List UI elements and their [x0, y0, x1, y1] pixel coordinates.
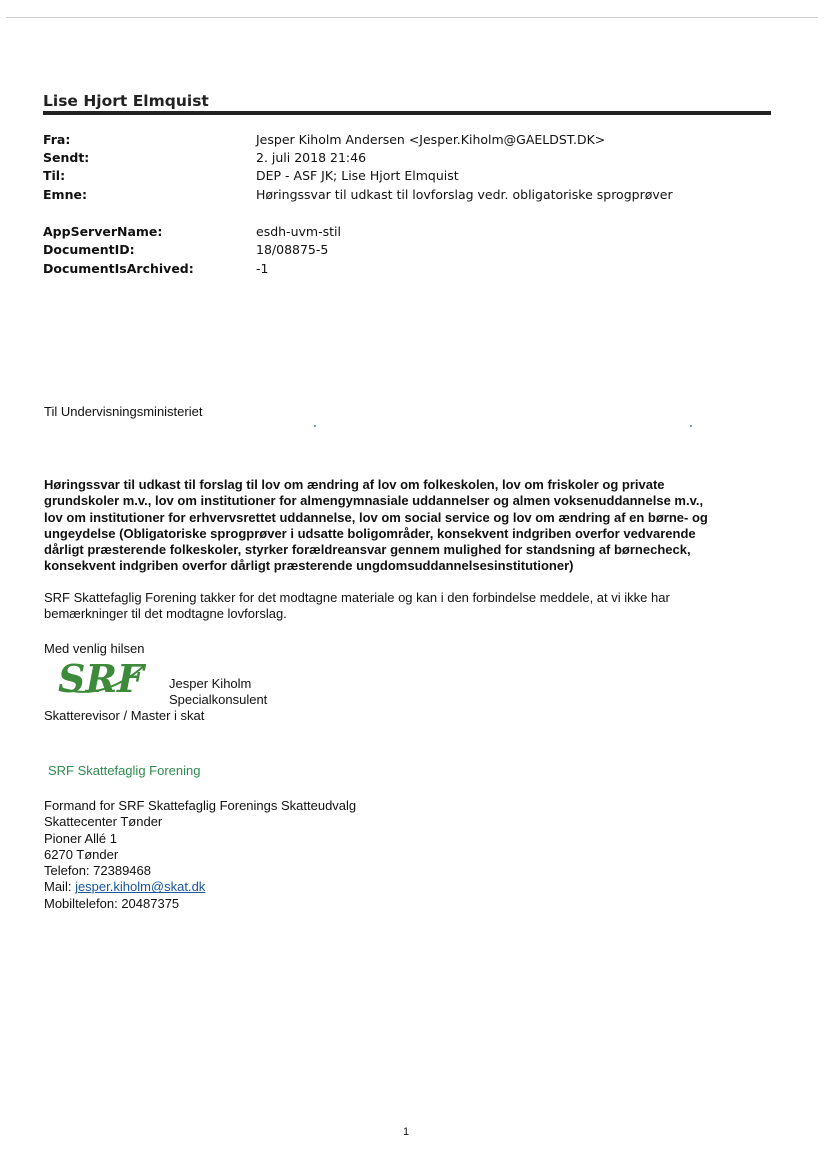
contact-line: Skattecenter Tønder — [44, 814, 163, 830]
subject-line: ungeydelse (Obligatoriske sprogprøver i udsatte boligområder, konsekvent indgriben overfor vedvarende — [44, 525, 696, 541]
sender-title: Lise Hjort Elmquist — [43, 92, 209, 110]
subject-heading — [44, 477, 769, 575]
header-label: Emne: — [43, 187, 87, 202]
contact-line: 6270 Tønder — [44, 846, 119, 862]
subject-line: konsekvent indgriben overfor dårligt præsterende ungdomsuddannelsesinstitutioner) — [44, 558, 574, 574]
recipient-line: Til Undervisningsministeriet — [44, 404, 203, 419]
scan-speck — [314, 425, 316, 427]
meta-value: -1 — [256, 261, 269, 276]
signature-title: Skatterevisor / Master i skat — [44, 708, 205, 723]
scan-speck — [690, 425, 692, 427]
header-label: Fra: — [43, 132, 71, 147]
header-label: Sendt: — [43, 150, 90, 165]
subject-line: dårligt præsterende folkeskoler, styrker forældreansvar gennem mulighed for standsning af børnecheck, — [44, 542, 691, 558]
contact-mobile: Mobiltelefon: 20487375 — [44, 895, 180, 911]
header-value: DEP - ASF JK; Lise Hjort Elmquist — [256, 168, 459, 183]
page-number: 1 — [403, 1126, 410, 1138]
meta-label: DocumentIsArchived: — [43, 261, 194, 276]
header-value: Høringssvar til udkast til lovforslag vedr. obligatoriske sprogprøver — [256, 187, 673, 202]
header-value: 2. juli 2018 21:46 — [256, 150, 367, 165]
top-rule — [6, 17, 818, 18]
srf-logo — [56, 658, 148, 700]
contact-block — [44, 798, 356, 912]
contact-line: Pioner Allé 1 — [44, 830, 117, 846]
greeting: Med venlig hilsen — [44, 641, 145, 656]
contact-mail-row — [44, 879, 356, 895]
header-label: Til: — [43, 168, 66, 183]
subject-line: grundskoler m.v., lov om institutioner for almengymnasiale uddannelser og almen voksenuddannelse m.v., — [44, 493, 704, 509]
contact-line: Formand for SRF Skattefaglig Forenings Skatteudvalg — [44, 798, 357, 813]
meta-value: esdh-uvm-stil — [256, 224, 341, 239]
mail-link[interactable]: jesper.kiholm@skat.dk — [75, 879, 206, 895]
subject-line: lov om institutioner for erhvervsrettet uddannelse, lov om social service og lov om ændring af en børne- og — [44, 509, 708, 525]
signature-role: Specialkonsulent — [169, 692, 268, 707]
contact-phone: Telefon: 72389468 — [44, 863, 151, 879]
organization-name: SRF Skattefaglig Forening — [48, 763, 201, 778]
signature-name: Jesper Kiholm — [169, 676, 252, 691]
subject-line: Høringssvar til udkast til forslag til lov om ændring af lov om folkeskolen, lov om friskoler og private — [44, 477, 665, 492]
paragraph-line: bemærkninger til det modtagne lovforslag. — [44, 606, 287, 622]
meta-label: DocumentID: — [43, 242, 135, 257]
paragraph-line: SRF Skattefaglig Forening takker for det modtagne materiale og kan i den forbindelse meddele, at vi ikke har — [44, 590, 670, 605]
body-paragraph — [44, 590, 764, 623]
mail-label: Mail: — [44, 879, 76, 895]
meta-label: AppServerName: — [43, 224, 163, 239]
meta-value: 18/08875-5 — [256, 242, 329, 257]
header-value: Jesper Kiholm Andersen <Jesper.Kiholm@GAELDST.DK> — [256, 132, 606, 147]
logo-text: SRF — [58, 658, 145, 700]
title-rule — [43, 111, 771, 115]
